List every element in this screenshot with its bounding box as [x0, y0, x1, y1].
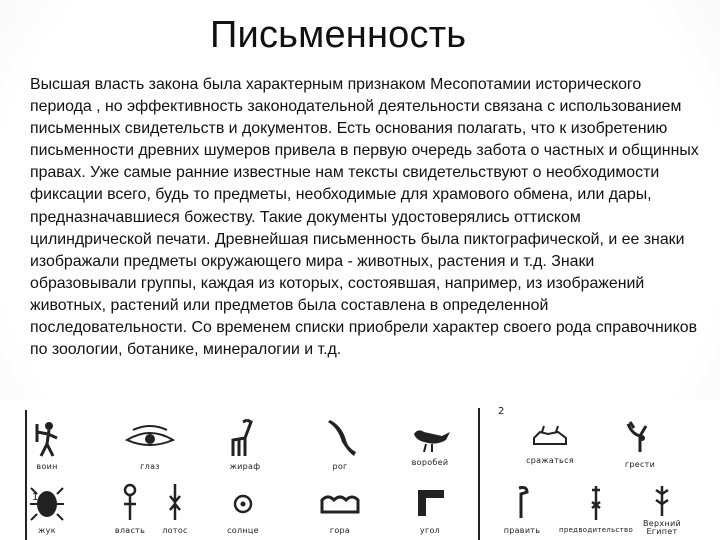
- pictograph-power: [105, 482, 155, 535]
- pictograph-label: угол: [419, 526, 441, 535]
- pictograph-rule: [492, 482, 552, 535]
- pictograph-figure: [0, 400, 720, 540]
- pictograph-sun: [198, 482, 288, 535]
- pictograph-mountain: [295, 482, 385, 535]
- pictograph-row: [595, 418, 685, 469]
- pictograph-label: воробей: [411, 458, 449, 467]
- corner-icon: [410, 482, 450, 524]
- mountain-icon: [318, 482, 362, 524]
- lotus-icon: [160, 482, 190, 524]
- pictograph-label: лотос: [162, 526, 188, 535]
- pictograph-label: жук: [38, 526, 56, 535]
- pictograph-warrior: [12, 420, 82, 471]
- power-icon: [115, 482, 145, 524]
- eye-icon: [123, 420, 177, 460]
- pictograph-upper-egypt: [632, 478, 692, 536]
- slide-title: Письменность: [210, 14, 467, 56]
- pictograph-fight: [505, 420, 595, 465]
- leadership-icon: [581, 482, 611, 524]
- pictograph-beetle: [12, 482, 82, 535]
- beetle-icon: [29, 482, 65, 524]
- pictograph-label: грести: [624, 460, 656, 469]
- upper-egypt-icon: [647, 478, 677, 520]
- pictograph-leadership: [550, 482, 642, 534]
- pictograph-sparrow: [385, 418, 475, 467]
- row-icon: [620, 418, 660, 458]
- sun-icon: [223, 482, 263, 524]
- section-number-2: 2: [498, 406, 505, 417]
- pictograph-giraffe: [200, 418, 290, 471]
- giraffe-icon: [225, 418, 265, 460]
- pictograph-label: рог: [332, 462, 348, 471]
- divider-middle: [478, 408, 480, 540]
- horn-icon: [320, 418, 360, 460]
- pictograph-label: сражаться: [526, 456, 574, 465]
- pictograph-eye: [105, 420, 195, 471]
- pictograph-label: предводительство: [558, 526, 634, 534]
- warrior-icon: [27, 420, 67, 460]
- sparrow-icon: [408, 418, 452, 456]
- fight-icon: [528, 420, 572, 454]
- pictograph-horn: [295, 418, 385, 471]
- pictograph-label: глаз: [140, 462, 160, 471]
- pictograph-label: гора: [329, 526, 351, 535]
- pictograph-label: воин: [36, 462, 58, 471]
- pictograph-corner: [385, 482, 475, 535]
- body-paragraph: Высшая власть закона была характерным признаком Месопотамии исторического периода , но эффективность законодательной деятельности связана с использованием письменных свидетельств и документов. Есть основания полагать, что к изобретению письменности древних шумеров привела в первую очередь забота о частных и общинных правах. Уже самые ранние известные нам тексты свидетельствуют о необходимости фиксации всего, будь то предметы, необходимые для храмового обмена, или дары, предназначавшиеся божеству. Такие документы удостоверялись оттиском цилиндрической печати. Древнейшая письменность была пиктографической, и ее знаки изображали предметы окружающего мира - животных, растения и т.д. Знаки образовывали группы, каждая из которых, состоявшая, например, из изображений животных, растений или предметов была составлена в определенной последовательности. Со временем списки приобрели характер своего рода справочников по зоологии, ботанике, минералогии и т.д.: [30, 76, 699, 359]
- pictograph-lotus: [150, 482, 200, 535]
- section-number-1: 1: [32, 492, 39, 503]
- pictograph-label: Верхний Египет: [643, 519, 681, 536]
- pictograph-label: власть: [114, 526, 146, 535]
- pictograph-label: жираф: [229, 462, 261, 471]
- rule-icon: [507, 482, 537, 524]
- pictograph-label: править: [503, 526, 541, 535]
- pictograph-label: солнце: [227, 526, 259, 535]
